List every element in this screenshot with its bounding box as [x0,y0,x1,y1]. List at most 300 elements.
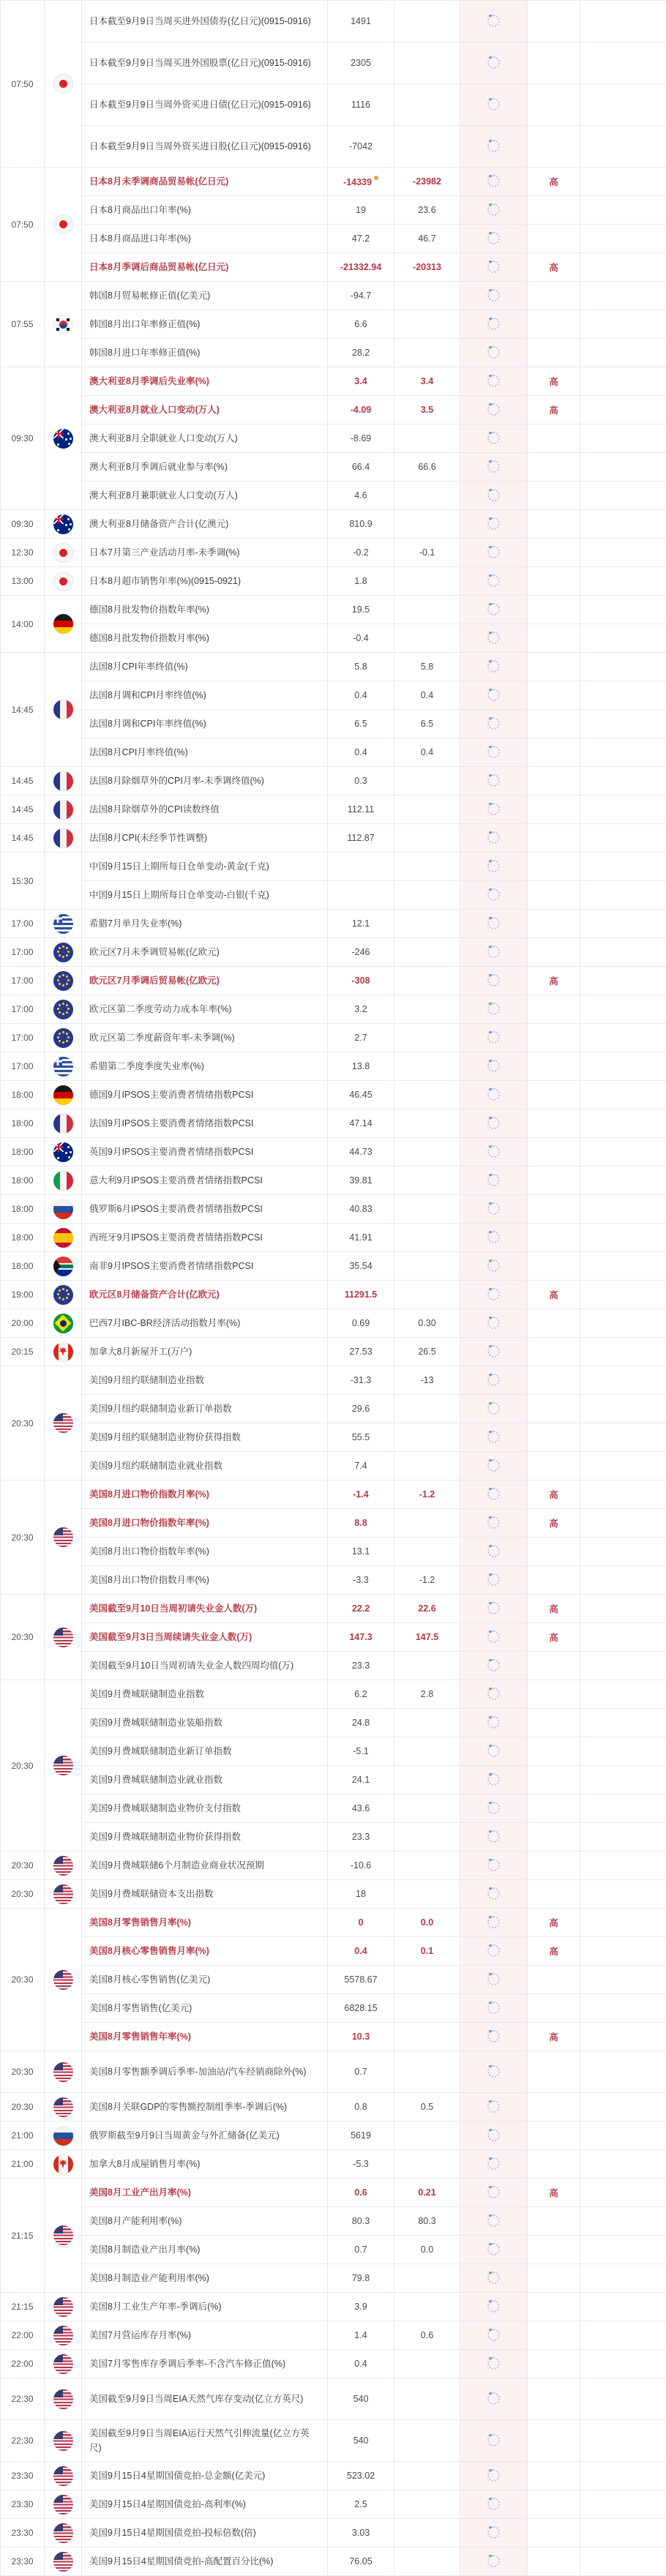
table-row [1,824,666,853]
event-cell[interactable] [82,1366,328,1395]
flag-cell [45,2350,82,2378]
event-name: 加拿大8月新屋开工(万户) [82,1344,327,1359]
event-cell[interactable] [82,1595,328,1623]
actual-value-cell [460,567,528,596]
event-cell[interactable] [82,453,328,482]
event-name: 法国8月除烟草外的CPI月率-未季调终值(%) [82,774,327,788]
empty-cell [580,710,666,738]
event-cell[interactable] [82,2150,328,2179]
importance-cell [528,710,580,738]
usa-flag-icon [53,2225,73,2245]
actual-value-cell [460,1,528,42]
actual-value-cell [460,196,528,225]
importance-cell [528,1623,580,1652]
time-cell: 14:45 [1,795,45,824]
event-cell[interactable] [82,1309,328,1338]
event-cell[interactable] [82,1081,328,1109]
canada-flag-icon [53,1342,73,1362]
time-cell: 09:30 [1,367,45,510]
table-row [1,1167,666,1195]
event-name: 美国8月核心零售销售月率(%) [82,1944,327,1958]
forecast-value: 0.4 [394,681,460,710]
actual-value-cell [460,1880,528,1909]
event-cell[interactable] [82,1195,328,1224]
event-name: 美国8月出口物价指数月率(%) [82,1573,327,1587]
empty-cell [580,1480,666,1509]
event-cell[interactable] [82,1538,328,1566]
actual-value-cell [460,2051,528,2093]
event-cell[interactable] [82,2264,328,2293]
event-cell[interactable] [82,1480,328,1509]
previous-value-text: 19.5 [352,604,370,615]
previous-value-text: 3.4 [354,376,367,386]
previous-value-text: 5.8 [354,662,367,672]
actual-value-cell [460,1052,528,1081]
actual-value-cell [460,1195,528,1224]
previous-value-text: 18 [356,1889,366,1899]
event-cell[interactable] [82,967,328,995]
event-cell[interactable] [82,910,328,938]
event-cell[interactable] [82,710,328,738]
previous-value-text: 23.3 [352,1832,370,1842]
flag-cell [45,767,82,795]
forecast-value [394,1509,460,1538]
event-cell[interactable] [82,2023,328,2051]
time-cell: 23:30 [1,2462,45,2490]
event-cell[interactable] [82,424,328,453]
previous-value [328,253,394,282]
event-name: 美国8月进口物价指数月率(%) [82,1487,327,1502]
event-cell[interactable] [82,1794,328,1823]
actual-value-cell [460,1737,528,1766]
empty-cell [580,482,666,510]
importance-cell [528,795,580,824]
event-cell[interactable] [82,1423,328,1452]
time-cell: 21:00 [1,2150,45,2179]
event-cell[interactable] [82,567,328,596]
actual-value-cell [460,681,528,710]
previous-value-text: -8.69 [351,433,372,443]
event-cell[interactable] [82,596,328,624]
event-cell[interactable] [82,126,328,168]
event-cell[interactable] [82,624,328,653]
flag-cell [45,282,82,367]
event-cell[interactable] [82,1281,328,1309]
event-cell[interactable] [82,824,328,853]
previous-value-text: 0.4 [354,690,367,700]
usa-flag-icon [53,1413,73,1433]
table-row [1,1423,666,1452]
time-cell: 18:00 [1,1081,45,1109]
table-row [1,2150,666,2179]
forecast-value [394,1252,460,1281]
event-cell[interactable] [82,2179,328,2207]
calendar-body [1,1,666,2576]
importance-cell [528,1737,580,1766]
previous-value [328,910,394,938]
empty-cell [580,2547,666,2576]
loading-spinner-icon [487,1402,500,1415]
event-cell[interactable] [82,196,328,225]
empty-cell [580,1880,666,1909]
loading-spinner-icon [487,98,500,111]
event-cell[interactable] [82,1224,328,1252]
table-row [1,767,666,795]
event-name: 澳大利亚8月就业人口变动(万人) [82,402,327,417]
previous-value-text: 12.1 [352,918,370,929]
loading-spinner-icon [487,1630,500,1643]
empty-cell [580,2150,666,2179]
event-cell[interactable] [82,2547,328,2576]
flag-cell [45,2490,82,2519]
event-cell[interactable] [82,1052,328,1081]
table-row [1,881,666,910]
event-cell[interactable] [82,1652,328,1680]
event-cell[interactable] [82,653,328,681]
importance-cell [528,2420,580,2462]
importance-cell [528,1195,580,1224]
actual-value-cell [460,482,528,510]
importance-cell [528,2547,580,2576]
previous-value-text: 79.8 [352,2273,370,2283]
event-cell[interactable] [82,2321,328,2350]
loading-spinner-icon [487,2300,500,2313]
previous-value [328,2150,394,2179]
table-row [1,710,666,738]
loading-spinner-icon [487,803,500,815]
event-cell[interactable] [82,853,328,881]
actual-value-cell [460,1024,528,1052]
event-cell[interactable] [82,995,328,1024]
event-cell[interactable] [82,1566,328,1595]
actual-value-cell [460,1623,528,1652]
table-row [1,1709,666,1737]
event-cell[interactable] [82,738,328,767]
forecast-value [394,282,460,310]
empty-cell [580,795,666,824]
event-name: 美国8月产能利用率(%) [82,2214,327,2228]
uk-flag-icon [53,1142,73,1162]
event-cell[interactable] [82,1,328,42]
previous-value-text: 523.02 [347,2471,375,2481]
event-cell[interactable] [82,1709,328,1737]
importance-cell [528,2179,580,2207]
event-cell[interactable] [82,84,328,126]
event-cell[interactable] [82,1109,328,1138]
event-cell[interactable] [82,1909,328,1937]
event-cell[interactable] [82,1766,328,1794]
forecast-value [394,1766,460,1794]
table-row [1,596,666,624]
previous-value [328,967,394,995]
empty-cell [580,2023,666,2051]
flag-cell [45,367,82,510]
event-cell[interactable] [82,168,328,196]
forecast-value [394,567,460,596]
previous-value-text: 2305 [351,58,371,68]
actual-value-cell [460,367,528,396]
importance-cell [528,681,580,710]
previous-value-text: 6828.15 [344,2003,377,2013]
forecast-value [394,2519,460,2547]
time-cell: 13:00 [1,567,45,596]
event-cell[interactable] [82,2490,328,2519]
flag-cell [45,567,82,596]
loading-spinner-icon [487,15,500,27]
event-name: 澳大利亚8月季调后失业率(%) [82,374,327,389]
revision-marker-icon [374,176,378,180]
event-cell[interactable] [82,396,328,424]
event-cell[interactable] [82,681,328,710]
event-cell[interactable] [82,1966,328,1994]
forecast-value [394,1794,460,1823]
eurozone-flag-icon [53,943,73,962]
actual-value-cell [460,2236,528,2264]
previous-value [328,2122,394,2150]
usa-flag-icon [53,1756,73,1775]
event-cell[interactable] [82,1737,328,1766]
japan-flag-icon [53,74,73,94]
actual-value-cell [460,1309,528,1338]
flag-cell [45,1195,82,1224]
italy-flag-icon [53,1171,73,1191]
empty-cell [580,1395,666,1423]
empty-cell [580,1680,666,1709]
previous-value [328,824,394,853]
previous-value-text: -4.09 [351,405,372,415]
flag-cell [45,1480,82,1595]
event-cell[interactable] [82,2420,328,2462]
event-cell[interactable] [82,1452,328,1480]
previous-value-text: -10.6 [351,1860,372,1871]
event-cell[interactable] [82,1338,328,1366]
event-cell[interactable] [82,2122,328,2150]
previous-value-text: 66.4 [352,462,370,472]
actual-value-cell [460,2207,528,2236]
event-cell[interactable] [82,539,328,567]
flag-cell [45,1224,82,1252]
time-cell: 18:00 [1,1167,45,1195]
event-cell[interactable] [82,767,328,795]
importance-cell [528,1909,580,1937]
loading-spinner-icon [487,489,500,501]
event-name: 巴西7月IBC-BR经济活动指数月率(%) [82,1316,327,1330]
event-cell[interactable] [82,1167,328,1195]
loading-spinner-icon [487,2030,500,2043]
loading-spinner-icon [487,1773,500,1786]
loading-spinner-icon [487,2526,500,2539]
previous-value [328,310,394,339]
previous-value-text: 0.7 [354,2244,367,2255]
forecast-value: 0.0 [394,1909,460,1937]
importance-high-badge: 高 [549,1604,558,1614]
event-cell[interactable] [82,1024,328,1052]
event-cell[interactable] [82,795,328,824]
event-cell[interactable] [82,1509,328,1538]
previous-value [328,653,394,681]
forecast-value [394,1652,460,1680]
russia-flag-icon [53,2126,73,2146]
empty-cell [580,42,666,84]
time-cell: 14:45 [1,767,45,795]
actual-value-cell [460,1138,528,1167]
previous-value [328,2490,394,2519]
flag-cell [45,1138,82,1167]
event-name: 欧元区7月未季调贸易帐(亿欧元) [82,945,327,959]
previous-value [328,1509,394,1538]
empty-cell [580,1138,666,1167]
previous-value [328,367,394,396]
flag-cell [45,967,82,995]
actual-value-cell [460,168,528,196]
importance-cell [528,424,580,453]
event-cell[interactable] [82,2093,328,2122]
loading-spinner-icon [487,2392,500,2405]
event-cell[interactable] [82,1994,328,2023]
event-name: 希腊第二季度季度失业率(%) [82,1059,327,1074]
previous-value [328,1966,394,1994]
event-cell[interactable] [82,881,328,910]
actual-value-cell [460,1538,528,1566]
previous-value [328,1081,394,1109]
table-row [1,2179,666,2207]
loading-spinner-icon [487,974,500,986]
empty-cell [580,624,666,653]
empty-cell [580,1281,666,1309]
previous-value [328,1366,394,1395]
event-cell[interactable] [82,938,328,967]
previous-value-text: 47.2 [352,233,370,244]
event-cell[interactable] [82,1623,328,1652]
time-cell: 20:30 [1,1595,45,1680]
forecast-value: -1.2 [394,1480,460,1509]
forecast-value: -23982 [394,168,460,196]
event-cell[interactable] [82,1852,328,1880]
event-cell[interactable] [82,482,328,510]
event-cell[interactable] [82,225,328,253]
empty-cell [580,824,666,853]
actual-value-cell [460,910,528,938]
event-name: 美国8月进口物价指数年率(%) [82,1516,327,1530]
event-cell[interactable] [82,2378,328,2420]
importance-cell [528,2122,580,2150]
importance-cell [528,1081,580,1109]
time-cell: 20:00 [1,1309,45,1338]
table-row [1,2264,666,2293]
event-cell[interactable] [82,2462,328,2490]
event-cell[interactable] [82,1680,328,1709]
table-row [1,1509,666,1538]
event-cell[interactable] [82,1252,328,1281]
importance-cell [528,653,580,681]
importance-cell [528,1338,580,1366]
event-cell[interactable] [82,339,328,367]
event-cell[interactable] [82,2207,328,2236]
event-name: 美国9月纽约联储制造业新订单指数 [82,1401,327,1416]
event-cell[interactable] [82,2350,328,2378]
forecast-value [394,1737,460,1766]
table-row [1,510,666,539]
event-cell[interactable] [82,1138,328,1167]
table-row [1,1252,666,1281]
previous-value [328,2547,394,2576]
event-cell[interactable] [82,367,328,396]
event-cell[interactable] [82,310,328,339]
event-name: 英国9月IPSOS主要消费者情绪指数PCSI [82,1145,327,1159]
event-cell[interactable] [82,282,328,310]
previous-value [328,1452,394,1480]
loading-spinner-icon [487,1459,500,1472]
event-cell[interactable] [82,1880,328,1909]
event-name: 美国8月工业生产年率-季调后(%) [82,2299,327,2314]
event-cell[interactable] [82,2519,328,2547]
event-name: 日本8月季调后商品贸易帐(亿日元) [82,260,327,274]
table-row [1,1766,666,1794]
table-row [1,2462,666,2490]
table-row [1,367,666,396]
time-cell: 20:30 [1,1366,45,1480]
previous-value [328,1480,394,1509]
event-cell[interactable] [82,253,328,282]
event-cell[interactable] [82,1937,328,1966]
table-row [1,795,666,824]
empty-cell [580,1423,666,1452]
loading-spinner-icon [487,175,500,187]
russia-flag-icon [53,1199,73,1219]
empty-cell [580,995,666,1024]
flag-cell [45,2519,82,2547]
event-name: 美国9月15日4星期国债竞拍-总金额(亿美元) [82,2468,327,2483]
event-cell[interactable] [82,1823,328,1852]
event-cell[interactable] [82,42,328,84]
previous-value [328,681,394,710]
event-cell[interactable] [82,2236,328,2264]
actual-value-cell [460,2519,528,2547]
event-cell[interactable] [82,1395,328,1423]
empty-cell [580,424,666,453]
importance-cell [528,2321,580,2350]
event-name: 南非9月IPSOS主要消费者情绪指数PCSI [82,1259,327,1273]
event-cell[interactable] [82,2293,328,2321]
table-row [1,482,666,510]
importance-high-badge: 高 [549,1947,558,1957]
table-row [1,1909,666,1937]
empty-cell [580,2321,666,2350]
time-cell: 21:15 [1,2293,45,2321]
loading-spinner-icon [487,1117,500,1129]
event-cell[interactable] [82,2051,328,2093]
actual-value-cell [460,1480,528,1509]
empty-cell [580,1652,666,1680]
importance-cell [528,1167,580,1195]
actual-value-cell [460,795,528,824]
table-row [1,339,666,367]
event-name: 澳大利亚8月季调后就业参与率(%) [82,460,327,474]
loading-spinner-icon [487,1887,500,1900]
empty-cell [580,1366,666,1395]
loading-spinner-icon [487,1231,500,1243]
previous-value-text: 112.87 [347,833,374,843]
empty-cell [580,1081,666,1109]
time-cell: 17:00 [1,967,45,995]
event-name: 欧元区8月储备资产合计(亿欧元) [82,1287,327,1302]
forecast-value [394,2122,460,2150]
actual-value-cell [460,824,528,853]
previous-value [328,2207,394,2236]
event-cell[interactable] [82,510,328,539]
actual-value-cell [460,710,528,738]
time-cell: 12:30 [1,539,45,567]
